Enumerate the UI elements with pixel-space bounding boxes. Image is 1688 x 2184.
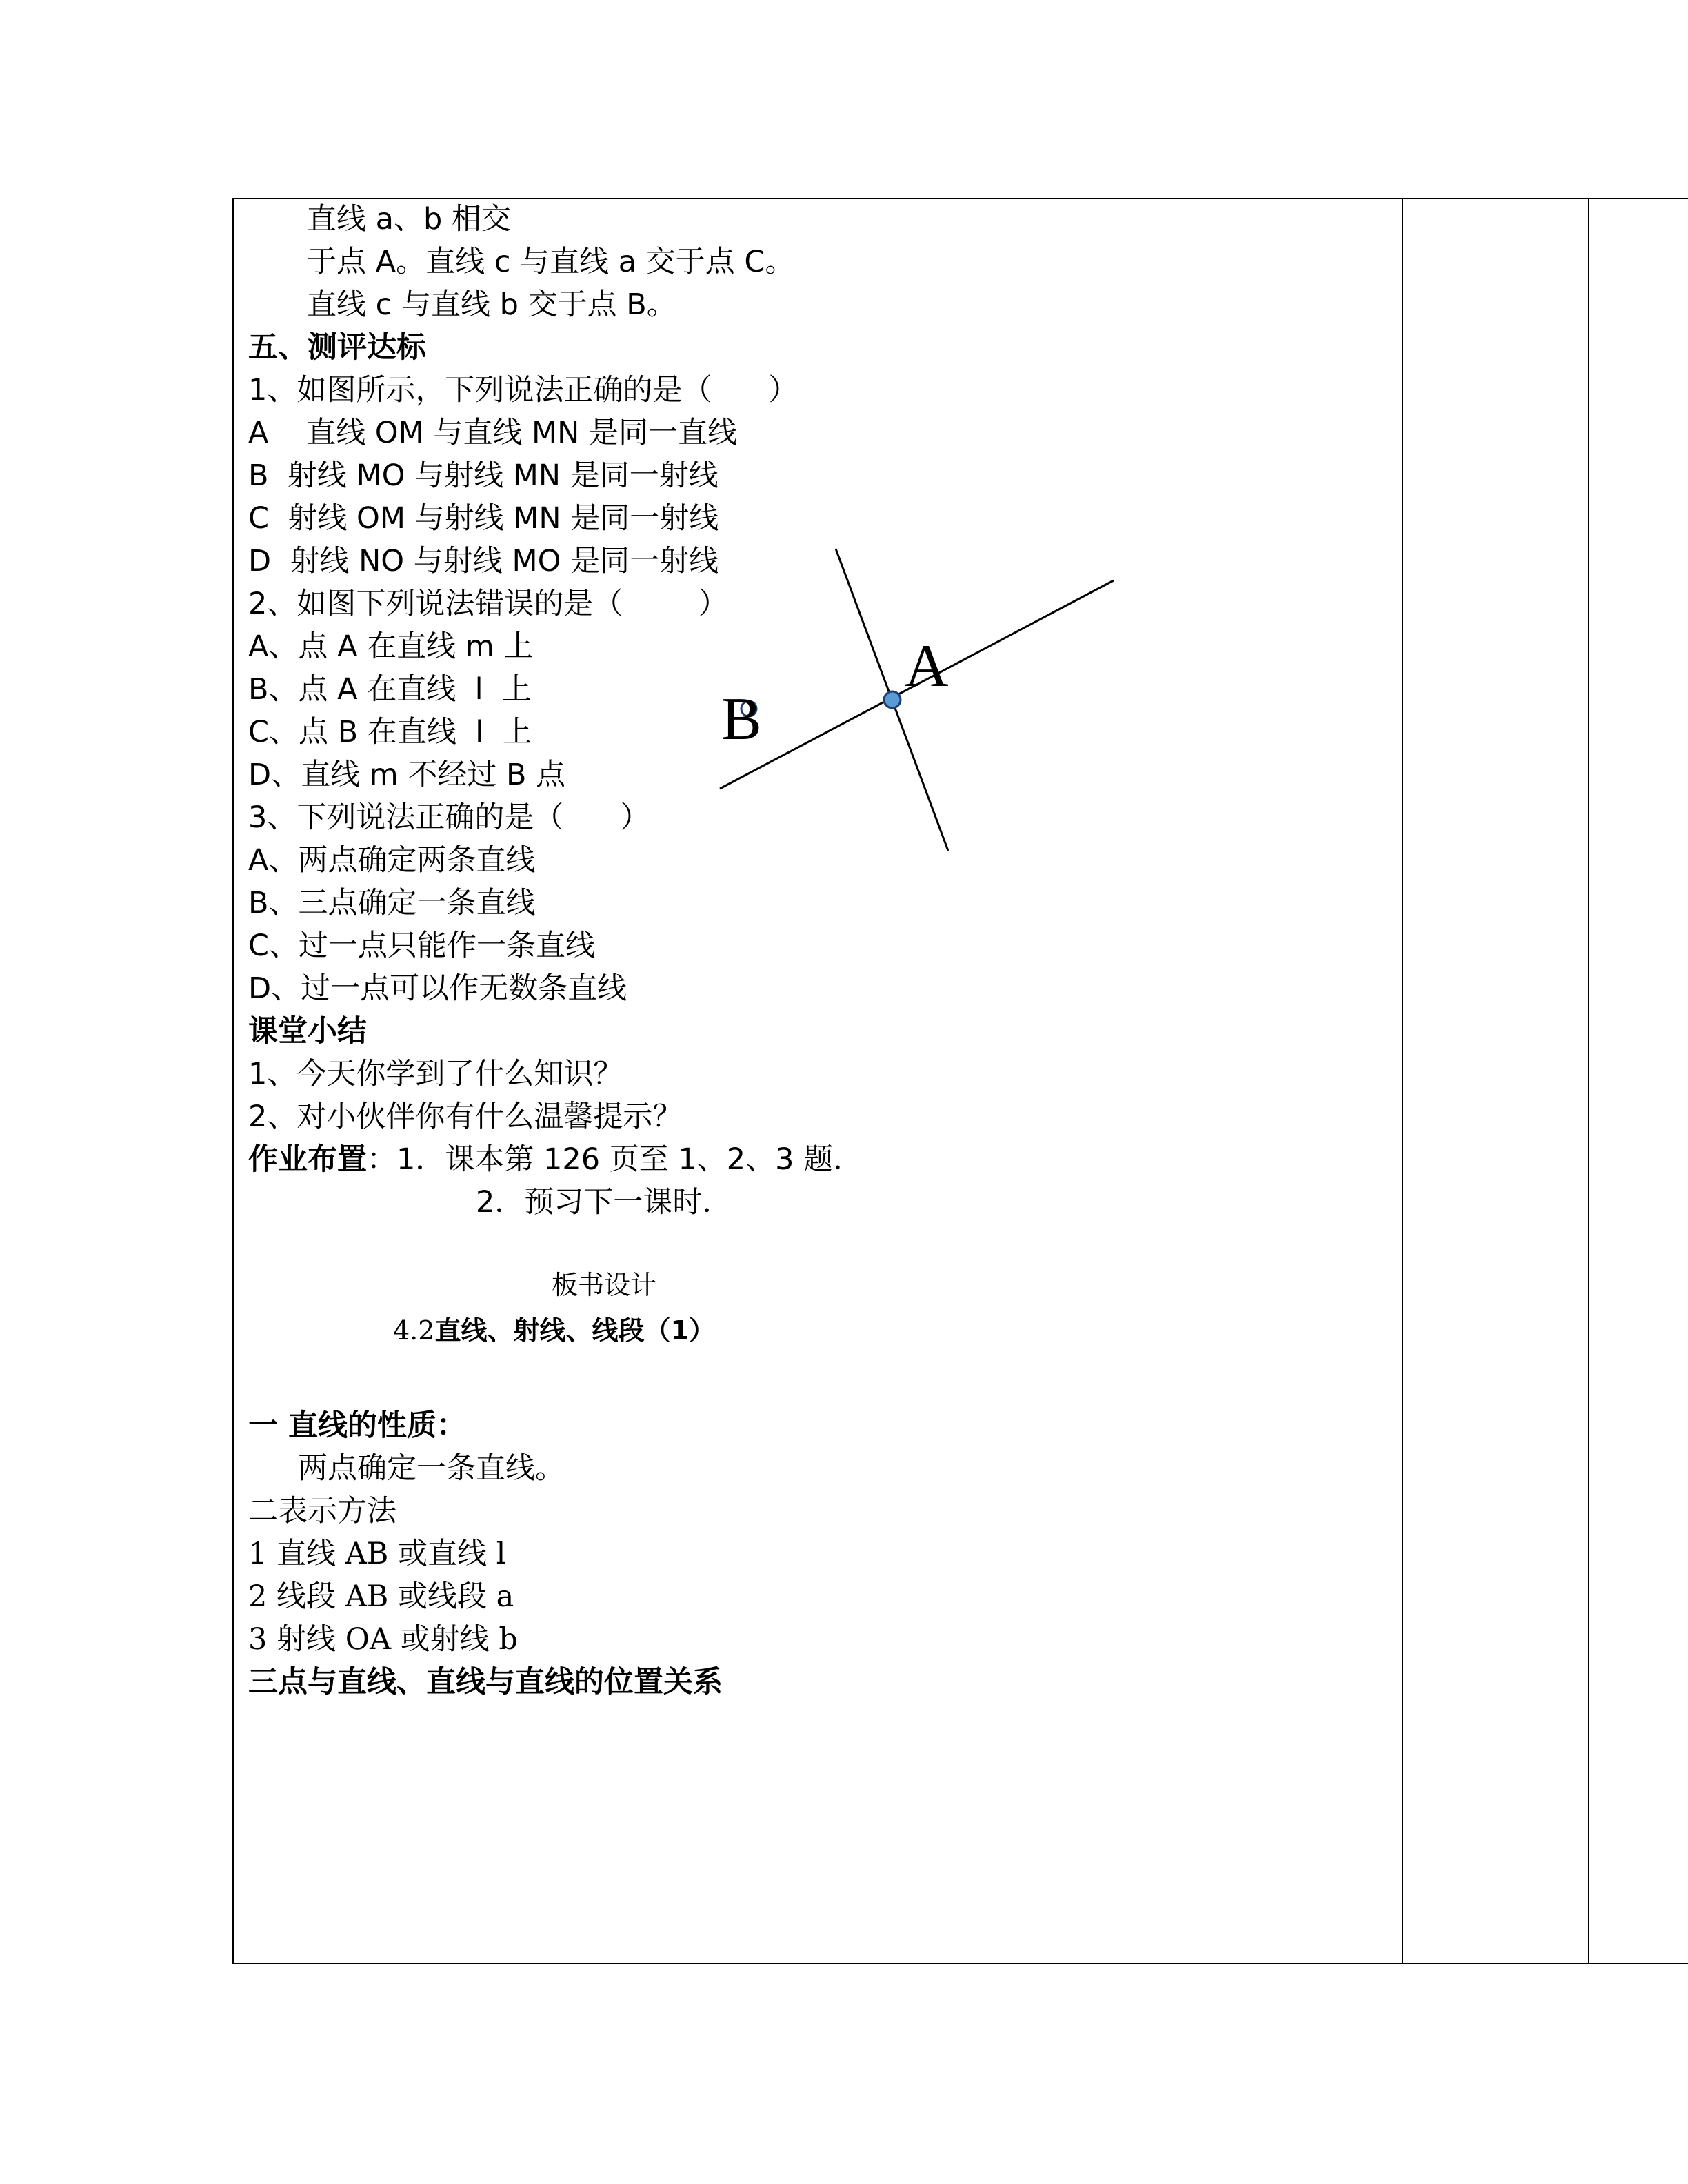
point-a-marker [884,691,901,708]
homework-item-2: 2．预习下一课时． [476,1185,732,1220]
section5-heading: 五、测评达标 [248,330,426,365]
q2-option-a: A、点 A 在直线 m 上 [248,629,534,664]
summary-item-1: 1、今天你学到了什么知识？ [248,1057,623,1091]
q3-option-a: A、两点确定两条直线 [248,843,536,878]
q1-stem: 1、如图所示，下列说法正确的是（ ） [248,373,798,407]
column-divider-2 [1588,198,1589,1964]
summary-heading: 课堂小结 [248,1014,367,1049]
q1-option-d: D 射线 NO 与射线 MO 是同一射线 [248,544,719,578]
board-s1-text: 两点确定一条直线。 [298,1451,565,1486]
q2-option-b: B、点 A 在直线 l 上 [248,672,532,707]
summary-item-2: 2、对小伙伴你有什么温馨提示？ [248,1100,683,1134]
column-divider-1 [1402,198,1403,1964]
line-intersection-figure [703,538,1131,862]
board-title: 板书设计 [552,1270,657,1300]
intro-line-3: 直线 c 与直线 b 交于点 B。 [307,287,676,322]
intro-line-1: 直线 a、b 相交 [307,202,511,236]
q1-option-c: C 射线 OM 与射线 MN 是同一射线 [248,501,719,536]
q3-option-b: B、三点确定一条直线 [248,886,536,920]
label-a: A [905,633,949,700]
board-subtitle [393,1311,715,1350]
label-b: B [721,686,762,753]
q1-option-b: B 射线 MO 与射线 MN 是同一射线 [248,458,719,493]
q2-option-c: C、点 B 在直线 l 上 [248,715,532,749]
board-s2-heading: 二表示方法 [248,1494,396,1528]
q3-stem: 3、下列说法正确的是（ ） [248,800,650,835]
board-s2-item-2: 2 线段 AB 或线段 a [248,1579,514,1614]
board-s2-item-1: 1 直线 AB 或直线 l [248,1537,506,1571]
q2-option-d: D、直线 m 不经过 B 点 [248,758,566,792]
q3-option-c: C、过一点只能作一条直线 [248,929,596,963]
homework-line-1 [248,1140,863,1179]
q2-stem: 2、如图下列说法错误的是（ ） [248,587,728,621]
homework-item-1: ：1．课本第 126 页至 1、2、3 题． [367,1142,863,1177]
board-s1-heading: 一 直线的性质： [248,1408,466,1443]
intro-line-2: 于点 A。直线 c 与直线 a 交于点 C。 [307,245,795,279]
q1-option-a: A 直线 OM 与直线 MN 是同一直线 [248,416,737,450]
q3-option-d: D、过一点可以作无数条直线 [248,971,627,1006]
board-s2-item-3: 3 射线 OA 或射线 b [248,1622,518,1657]
board-subtitle-text: 直线、射线、线段（1） [434,1315,715,1346]
homework-label: 作业布置 [248,1142,367,1177]
board-s3-heading: 三点与直线、直线与直线的位置关系 [248,1665,723,1699]
board-subtitle-number: 4.2 [393,1315,435,1346]
